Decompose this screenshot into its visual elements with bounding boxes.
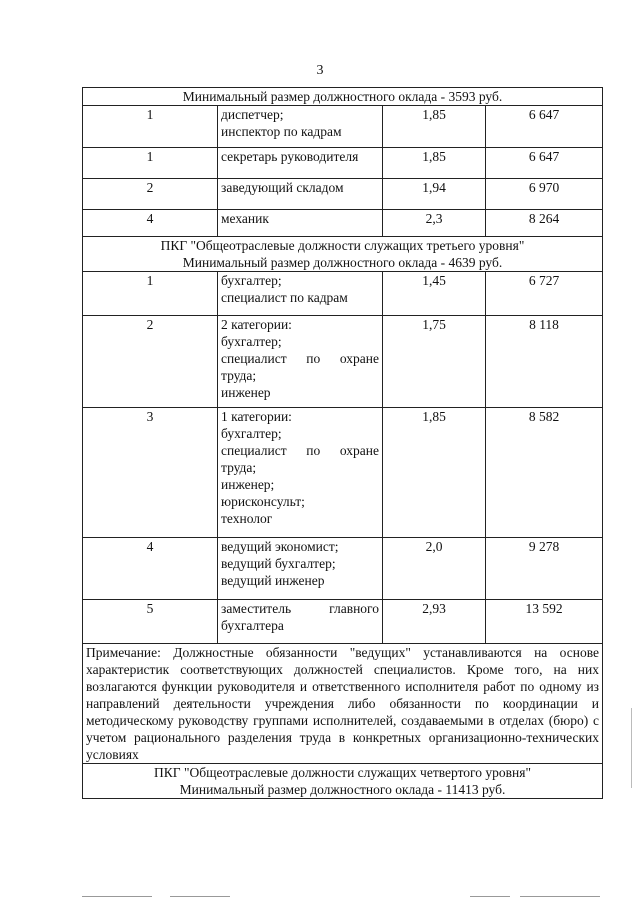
note-row xyxy=(83,644,603,764)
footer-rule xyxy=(520,896,600,897)
position-line: ведущий инженер xyxy=(221,573,325,588)
position-line: бухгалтер; xyxy=(221,334,282,349)
qualification-level-cell: 5 xyxy=(83,600,218,644)
position-cell xyxy=(218,210,383,237)
qualification-level-cell: 1 xyxy=(83,106,218,148)
footer-rule xyxy=(470,896,510,897)
note-cell xyxy=(83,644,603,764)
position-line: инженер xyxy=(221,385,271,400)
salary-table xyxy=(82,87,603,799)
note-text: Примечание: Должностные обязанности "ведущих" устанавливаются на основе характеристик соответствующих должностей специалистов. Кроме того, на них возлагаются функции руководителя и ответственного исполнителя работ по одному из направлений деятельности учреждения либо обязанности по координации и методическому руководству группами исполнителей, создаваемыми в отделах (бюро) с учетом рационального разделения труда в конкретных организационно-технических условиях xyxy=(86,645,599,762)
table-row xyxy=(83,316,603,408)
position-cell xyxy=(218,148,383,179)
section-header-row xyxy=(83,237,603,272)
position-line: специалист по охране xyxy=(221,443,379,458)
coefficient-cell: 1,94 xyxy=(383,179,486,210)
section-header-text: ПКГ "Общеотраслевые должности служащих третьего уровня" xyxy=(160,238,525,253)
section-header-text: ПКГ "Общеотраслевые должности служащих четвертого уровня" xyxy=(154,765,531,780)
qualification-level-cell: 4 xyxy=(83,538,218,600)
position-cell xyxy=(218,408,383,538)
salary-cell: 8 118 xyxy=(486,316,603,408)
page-number: 3 xyxy=(316,63,324,78)
coefficient-cell: 2,0 xyxy=(383,538,486,600)
coefficient-cell: 1,85 xyxy=(383,148,486,179)
position-cell xyxy=(218,538,383,600)
position-line: заведующий складом xyxy=(221,180,344,195)
position-cell xyxy=(218,179,383,210)
coefficient-cell: 2,3 xyxy=(383,210,486,237)
position-line: заместитель главного xyxy=(221,601,379,616)
table-row xyxy=(83,106,603,148)
position-cell xyxy=(218,106,383,148)
position-line: 1 категории: xyxy=(221,409,292,424)
table-row xyxy=(83,179,603,210)
salary-cell: 9 278 xyxy=(486,538,603,600)
section-header xyxy=(83,88,603,106)
table-row xyxy=(83,600,603,644)
position-line: юрисконсульт; xyxy=(221,494,305,509)
position-line: 2 категории: xyxy=(221,317,292,332)
position-cell xyxy=(218,272,383,316)
section-header-text: Минимальный размер должностного оклада - 4639 руб. xyxy=(182,255,503,270)
position-line: секретарь руководителя xyxy=(221,149,359,164)
coefficient-cell: 1,85 xyxy=(383,106,486,148)
table-row xyxy=(83,538,603,600)
qualification-level-cell: 2 xyxy=(83,316,218,408)
position-line: специалист по кадрам xyxy=(221,290,348,305)
table-row xyxy=(83,148,603,179)
section-header-text: Минимальный размер должностного оклада - 3593 руб. xyxy=(182,89,503,104)
qualification-level-cell: 3 xyxy=(83,408,218,538)
coefficient-cell: 1,45 xyxy=(383,272,486,316)
section-header-text: Минимальный размер должностного оклада - 11413 руб. xyxy=(179,782,506,797)
coefficient-cell: 1,75 xyxy=(383,316,486,408)
position-line: механик xyxy=(221,211,269,226)
section-header-row xyxy=(83,764,603,799)
salary-cell: 6 970 xyxy=(486,179,603,210)
coefficient-cell: 1,85 xyxy=(383,408,486,538)
position-line: бухгалтера xyxy=(221,618,284,633)
position-line: труда; xyxy=(221,368,257,383)
table-row xyxy=(83,210,603,237)
position-line: технолог xyxy=(221,511,273,526)
position-line: бухгалтер; xyxy=(221,426,282,441)
position-line: ведущий экономист; xyxy=(221,539,339,554)
coefficient-cell: 2,93 xyxy=(383,600,486,644)
salary-cell: 6 647 xyxy=(486,106,603,148)
position-line: инженер; xyxy=(221,477,275,492)
salary-cell: 6 647 xyxy=(486,148,603,179)
position-line: труда; xyxy=(221,460,257,475)
section-header-row xyxy=(83,88,603,106)
qualification-level-cell: 2 xyxy=(83,179,218,210)
position-cell xyxy=(218,316,383,408)
position-line: инспектор по кадрам xyxy=(221,124,342,139)
position-line: бухгалтер; xyxy=(221,273,282,288)
section-header xyxy=(83,764,603,799)
table-row xyxy=(83,272,603,316)
salary-table-body xyxy=(83,88,603,799)
table-row xyxy=(83,408,603,538)
position-line: диспетчер; xyxy=(221,107,284,122)
salary-cell: 8 582 xyxy=(486,408,603,538)
salary-cell: 13 592 xyxy=(486,600,603,644)
footer-rule xyxy=(170,896,230,897)
qualification-level-cell: 1 xyxy=(83,148,218,179)
scan-margin-mark xyxy=(631,708,632,788)
salary-cell: 8 264 xyxy=(486,210,603,237)
section-header xyxy=(83,237,603,272)
footer-rule xyxy=(82,896,152,897)
position-cell xyxy=(218,600,383,644)
qualification-level-cell: 1 xyxy=(83,272,218,316)
position-line: специалист по охране xyxy=(221,351,379,366)
qualification-level-cell: 4 xyxy=(83,210,218,237)
salary-cell: 6 727 xyxy=(486,272,603,316)
position-line: ведущий бухгалтер; xyxy=(221,556,336,571)
